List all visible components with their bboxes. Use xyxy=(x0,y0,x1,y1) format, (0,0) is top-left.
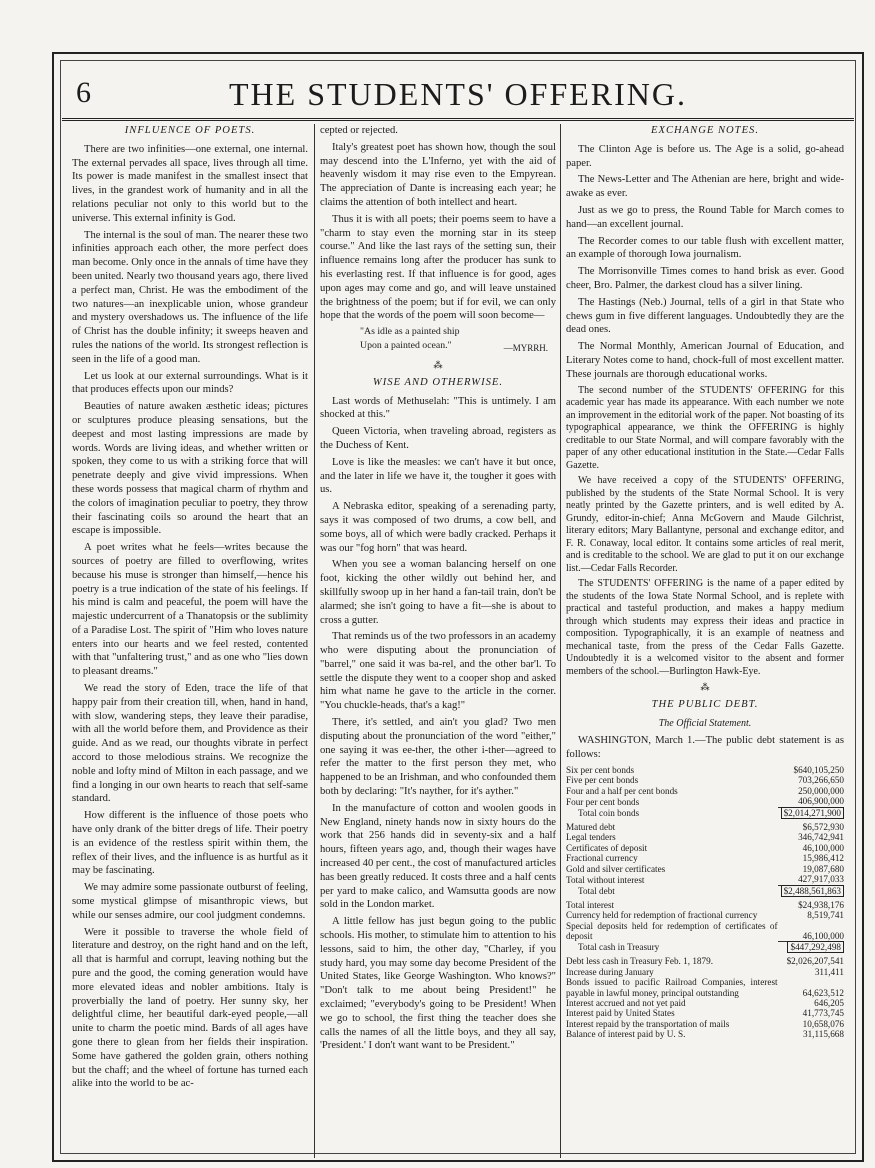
column-divider xyxy=(560,124,561,1158)
article-subheading: The Official Statement. xyxy=(658,717,752,729)
article-heading: WISE AND OTHERWISE. xyxy=(372,376,504,388)
table-row: Certificates of deposit 46,100,000 xyxy=(566,842,844,853)
table-row: Total without interest 427,917,033 xyxy=(566,874,844,885)
quoted-review: The STUDENTS' OFFERING is the name of a paper edited by the students of the Iowa State Normal School, and is replete with practical and tasteful production, and makes a happy medium through which students may express their ideas and practice in composition. Typographically, it is an example of neatness and mechanical taste, from the press of the Cedar Falls Gazette. Undoubtedly it is a welcomed visitor to the absent and former members of the school.—Burlington Hawk-Eye. xyxy=(566,578,844,677)
paragraph: cepted or rejected. xyxy=(320,125,398,136)
debt-table xyxy=(566,765,844,1040)
paragraph: A little fellow has just begun going to the public schools. His mother, to stimulate him to attention to his lessons, said to him, the other day, "Charley, if you study hard, you may some day become President of the United States, like George Washington. Who knows?" "Don't talk to me about being President!" he exclaimed; "everybody's going to be President! When we go to school, the first thing the teacher does she calls the names of all the little boys, and they all say, 'President.' I don't want want to be President." xyxy=(320,916,556,1052)
article-heading: THE PUBLIC DEBT. xyxy=(651,698,759,710)
paragraph: Let us look at our external surroundings. What is it that produces effects upon our minds? xyxy=(72,370,308,396)
table-row: Four and a half per cent bonds 250,000,000 xyxy=(566,785,844,796)
table-row: Increase during January 311,411 xyxy=(566,966,844,977)
paragraph: The News-Letter and The Athenian are here, bright and wide-awake as ever. xyxy=(566,174,844,200)
paragraph: How different is the influence of those poets who have only drank of the bitter dregs of life. Their poetry is an evidence of the restless spirit within them, the reflex of their lives, and the influence is as hurtful as it may be fascinating. xyxy=(72,810,308,877)
table-row: Debt less cash in Treasury Feb. 1, 1879. $2,026,207,541 xyxy=(566,956,844,967)
table-row: Interest repaid by the transportation of mails 10,658,076 xyxy=(566,1018,844,1029)
paragraph: There are two infinities—one external, one internal. The external pervades all space, lives through all time. Its power is made manifest in the smallest insect that lives, in the grandest work of humanity and in all the relations peculiar not only to this world but to the universe. This external infinity is God. xyxy=(72,143,308,224)
column-divider xyxy=(314,124,315,1158)
column-2 xyxy=(320,124,556,1164)
paragraph: We read the story of Eden, trace the life of that happy pair from their creation till, when, hand in hand, with slow, wandering steps, they leave their paradise, with all the world before them, and Providence as their guide. And as we read, our thoughts vibrate in perfect accord to those melodious strains. We recognize the noble and lofty mind of Milton in each passage, and we find a longing in our own hearts to reach that self-same standard. xyxy=(72,683,308,805)
table-row: Five per cent bonds 703,266,650 xyxy=(566,775,844,786)
paragraph: Just as we go to press, the Round Table for March comes to hand—an excellent journal. xyxy=(566,204,844,230)
article-heading: INFLUENCE OF POETS. xyxy=(124,125,256,136)
table-row: Bonds issued to pacific Railroad Companies, interest payable in lawful money, principal outstanding 64,623,512 xyxy=(566,977,844,998)
paragraph: In the manufacture of cotton and woolen goods in New England, ninety hands now in sixty hours do the work that 256 hands did in seventy-six and a half hours, fifteen years ago, and, though their wages have increased 40 per cent., the cost of manufactured articles has been greatly reduced. It costs three and a half cents per yard to make calico, and Wamsutta goods are now sold in the London market. xyxy=(320,802,556,911)
table-row: Fractional currency 15,986,412 xyxy=(566,853,844,864)
table-row-total: Total debt $2,488,561,863 xyxy=(566,885,844,896)
paragraph: Italy's greatest poet has shown how, though the soul may descend into the L'Inferno, yet with the aid of heavenly wisdom it may rise even to the Empyrean. The appreciation of Dante is increasing each year; he claims the attention of both intellect and heart. xyxy=(320,141,556,208)
table-row: Interest paid by United States 41,773,745 xyxy=(566,1008,844,1019)
ornament: ⁂ xyxy=(433,359,443,370)
table-row: Total interest $24,938,176 xyxy=(566,899,844,910)
table-row: Gold and silver certificates 19,087,680 xyxy=(566,863,844,874)
masthead xyxy=(60,62,856,114)
paragraph: There, it's settled, and ain't you glad? Two men disputing about the pronunciation of the word "either," one saying it was ee-ther, the other i-ther—agreed to refer the matter to the first person they met, who happened to be an Irishman, and who confounded them both by declaring: "It's nayther, for it's ayther." xyxy=(320,717,556,798)
masthead-rule xyxy=(62,118,854,121)
verse-line: "As idle as a painted ship xyxy=(360,326,460,338)
ornament: ⁂ xyxy=(700,682,710,693)
paragraph: We may admire some passionate outburst of feeling, some mystical glimpse of misanthropic views, but while our senses admire, our cool judgment condemns. xyxy=(72,882,308,921)
paragraph: A Nebraska editor, speaking of a serenading party, says it was composed of two drums, a cow bell, and some boys, all of which were badly cracked. Perhaps it was our "fog horn" that was heard. xyxy=(320,501,556,554)
paragraph: Were it possible to traverse the whole field of literature and destroy, on the right hand and on the left, all that is harmful and corrupt, leaving nothing but the pure and the good, the coming generation would have more elevated ideas and nobler ambitions. Italy is proverbially the land of poetry. Her sunny sky, her delightful clime, her beautiful dark-eyed people,—all unite to charm the poetic mind. Bards of all ages have gone there to glean from her fields their inspiration. Some have gathered the golden grain, others nothing but the chaff; and the wheel of fortune has turned each alike into the world to be ac- xyxy=(72,926,308,1090)
paragraph: Love is like the measles: we can't have it but once, and the later in life we have it, the tougher it goes with us. xyxy=(320,456,556,496)
paragraph: The Hastings (Neb.) Journal, tells of a girl in that State who chews gum in five different languages. Undoubtedly they are the dead ones. xyxy=(566,296,844,336)
table-row: Balance of interest paid by U. S. 31,115,668 xyxy=(566,1029,844,1040)
paragraph: Last words of Methuselah: "This is untimely. I am shocked at this." xyxy=(320,395,556,421)
paragraph: The Clinton Age is before us. The Age is a solid, go-ahead paper. xyxy=(566,143,844,169)
paragraph: Thus it is with all poets; their poems seem to have a "charm to stay even the morning star in its steep course." And like the last rays of the setting sun, their influence remains long after the producer has sunk to his everlasting rest. If that influence is for good, ages upon ages may come and go, and will leave unstained the brightness of the poem; but if for evil, we can only hope that the words of the poem will soon become— xyxy=(320,213,556,322)
quoted-review: The second number of the STUDENTS' OFFERING for this academic year has made its appearance. With each number we note an improvement in the editorial work of the paper. Not boasting of its typographical appearance, we think the OFFERING is highly creditable to our State Normal, and will compare favorably with the paper of any other educational institution in the State.—Cedar Falls Gazette. xyxy=(566,384,844,471)
table-row-total: Total coin bonds $2,014,271,900 xyxy=(566,807,844,818)
paragraph: Queen Victoria, when traveling abroad, registers as the Duchess of Kent. xyxy=(320,426,556,451)
table-row: Special deposits held for redemption of certificates of deposit 46,100,000 xyxy=(566,920,844,942)
column-1 xyxy=(72,124,308,1164)
quoted-review: We have received a copy of the STUDENTS' OFFERING, published by the students of the State Normal School. It is very neatly printed by the Gazette printers, and is well edited by A. Grundy, editor-in-chief; Anna McGovern and Maude Gilchrist, literary editors; Mary Ballantyne, personal and exchange editor, and F. R. Conaway, local editor. It contains some articles of real merit, and is creditable to the school. We are glad to put it on our exchange list.—Cedar Falls Recorder. xyxy=(566,475,844,574)
table-row: Matured debt $6,572,930 xyxy=(566,822,844,833)
paragraph: The Morrisonville Times comes to hand brisk as ever. Good cheer, Bro. Palmer, the darkest cloud has a silver lining. xyxy=(566,266,844,291)
paragraph: The internal is the soul of man. The nearer these two infinities approach each other, the more perfect does man become. Only once in the annals of time have they been united. Nearly two thousand years ago, there lived a perfect man, Christ. He was the embodiment of the two natures—an inexplicable union, whose grandeur and mystery overshadows us. The influence of the life of Christ has the double infinity; it sweeps heaven and rules the nations of the world. Its strongest reflection is seen in the life of a good man. xyxy=(72,229,308,365)
paragraph: When you see a woman balancing herself on one foot, kicking the other wildly out behind her, and skillfully swoop up in her hand a fan-tail train, don't be alarmed; she isn't going to have a fit—she is about to cross a gutter. xyxy=(320,559,556,626)
newspaper-title: THE STUDENTS' OFFERING. xyxy=(229,76,687,112)
table-row: Currency held for redemption of fractional currency 8,519,741 xyxy=(566,910,844,921)
table-row: Four per cent bonds 406,900,000 xyxy=(566,796,844,807)
author-signature: —MYRRH. xyxy=(503,343,548,354)
article-heading: EXCHANGE NOTES. xyxy=(651,125,759,136)
paragraph: The Normal Monthly, American Journal of Education, and Literary Notes come to hand, chock-full of most excellent matter. These journals are thorough educational works. xyxy=(566,341,844,380)
table-row: Legal tenders 346,742,941 xyxy=(566,832,844,843)
page-number: 6 xyxy=(76,76,91,109)
paragraph: WASHINGTON, March 1.—The public debt statement is as follows: xyxy=(566,735,844,761)
table-row: Six per cent bonds $640,105,250 xyxy=(566,765,844,776)
column-3 xyxy=(566,124,844,1164)
table-row-total: Total cash in Treasury $447,292,498 xyxy=(566,942,844,953)
verse-line: Upon a painted ocean." xyxy=(360,340,452,352)
paragraph: Beauties of nature awaken æsthetic ideas; pictures or sculptures produce pleasing sensations, but the deepest and most lasting impressions are made by words. Words are living ideas, and whether written or spoken, they come to us with a striking force that will penetrate deeply and give vivid impressions. When these words possess that magical charm of rhythm and the colors of imagination peculiar to poetry, they throw their fascinating coils so around the heart that an escape is impossible. xyxy=(72,401,308,537)
paragraph: That reminds us of the two professors in an academy who were disputing about the pronunciation of "barrel," one said it was ba-rel, and the other bar'l. To settle the dispute they went to a cooper shop and asked him what name he gave to the article in the corner. "You chuckle-heads, that's a kag!" xyxy=(320,631,556,712)
paragraph: A poet writes what he feels—writes because the sources of poetry are filled to overflowing, writes because his muse is stronger than himself,—hence his poetry is a true indication of the state of his feelings. If his mind is calm and peaceful, the poem will have the majestic undercurrent of a Thanatopsis or the sublimity of a Paradise Lost. The spirit of "Him who loves nature enters into our hearts and we feel rested, contented with that "unfaltering trust," and as one who "lies down to pleasant dreams." xyxy=(72,542,308,678)
table-row: Interest accrued and not yet paid 646,205 xyxy=(566,998,844,1009)
paragraph: The Recorder comes to our table flush with excellent matter, an example of thorough Iowa journalism. xyxy=(566,235,844,261)
